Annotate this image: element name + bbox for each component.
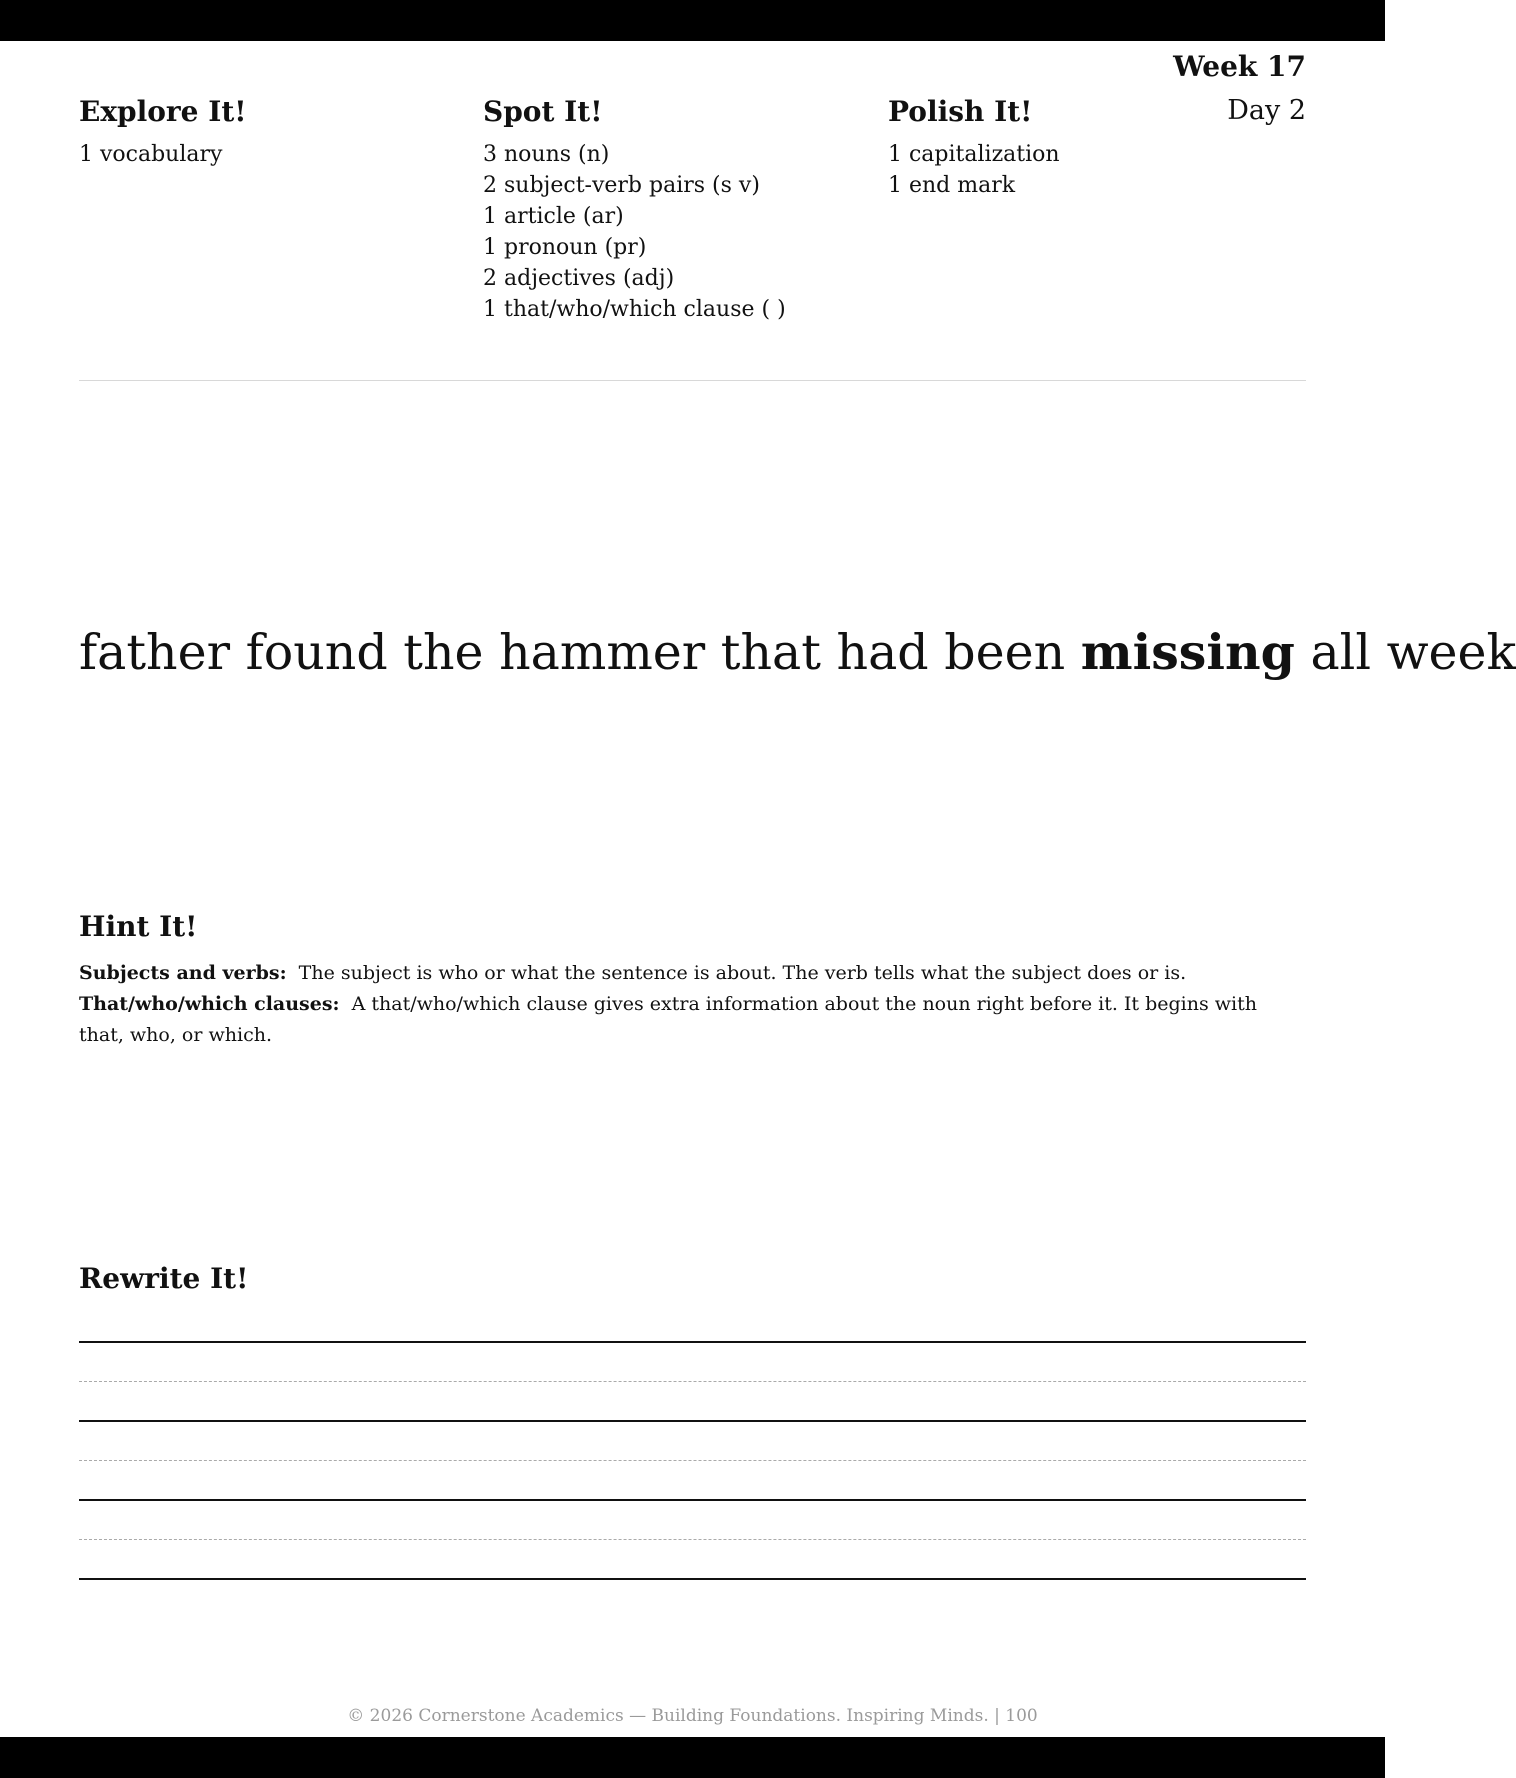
week-label: Week 17	[1173, 50, 1306, 83]
polish-section	[888, 95, 1060, 201]
top-bar	[0, 0, 1385, 41]
hint-text: A that/who/which clause gives extra information about the noun right before it. It begins with that, who, or which.	[79, 993, 1257, 1046]
writing-line-base	[79, 1499, 1306, 1501]
writing-line-midline	[79, 1460, 1306, 1461]
practice-sentence	[79, 622, 1516, 683]
writing-line-midline	[79, 1539, 1306, 1540]
spot-section	[483, 95, 786, 325]
polish-item-end-mark: 1 end mark	[888, 173, 1016, 198]
writing-line-top	[79, 1341, 1306, 1343]
sentence-after: all week	[1294, 624, 1516, 681]
writing-line-midline	[79, 1381, 1306, 1382]
spot-item-adjectives: 2 adjectives (adj)	[483, 266, 675, 291]
footer: © 2026 Cornerstone Academics — Building Foundations. Inspiring Minds. | 100	[347, 1706, 1038, 1726]
hint-section	[79, 910, 1306, 1051]
hint-text: The subject is who or what the sentence is about. The verb tells what the subject does or is.	[298, 962, 1187, 984]
hint-term: That/who/which clauses:	[79, 993, 340, 1015]
hint-term: Subjects and verbs:	[79, 962, 287, 984]
explore-list	[79, 139, 247, 170]
spot-title: Spot It!	[483, 95, 603, 128]
bottom-bar	[0, 1737, 1385, 1778]
day-label: Day 2	[1227, 95, 1306, 126]
vocab-word: missing	[1080, 623, 1295, 681]
writing-line-base	[79, 1420, 1306, 1422]
spot-item-subject-verb: 2 subject-verb pairs (s v)	[483, 173, 760, 198]
explore-title: Explore It!	[79, 95, 247, 128]
rewrite-title: Rewrite It!	[79, 1262, 249, 1295]
spot-item-article: 1 article (ar)	[483, 204, 624, 229]
section-divider	[79, 380, 1306, 381]
spot-list	[483, 139, 786, 325]
hint-entry	[79, 989, 1306, 1051]
hint-title: Hint It!	[79, 910, 198, 943]
explore-item: 1 vocabulary	[79, 142, 223, 167]
polish-list	[888, 139, 1060, 201]
spot-item-nouns: 3 nouns (n)	[483, 142, 610, 167]
sentence-before: father found the hammer that had been	[79, 624, 1081, 681]
spot-item-clause: 1 that/who/which clause ( )	[483, 297, 786, 322]
spot-item-pronoun: 1 pronoun (pr)	[483, 235, 647, 260]
polish-item-capitalization: 1 capitalization	[888, 142, 1060, 167]
writing-line-base	[79, 1578, 1306, 1580]
hint-entry	[79, 958, 1306, 989]
explore-section	[79, 95, 247, 170]
polish-title: Polish It!	[888, 95, 1033, 128]
